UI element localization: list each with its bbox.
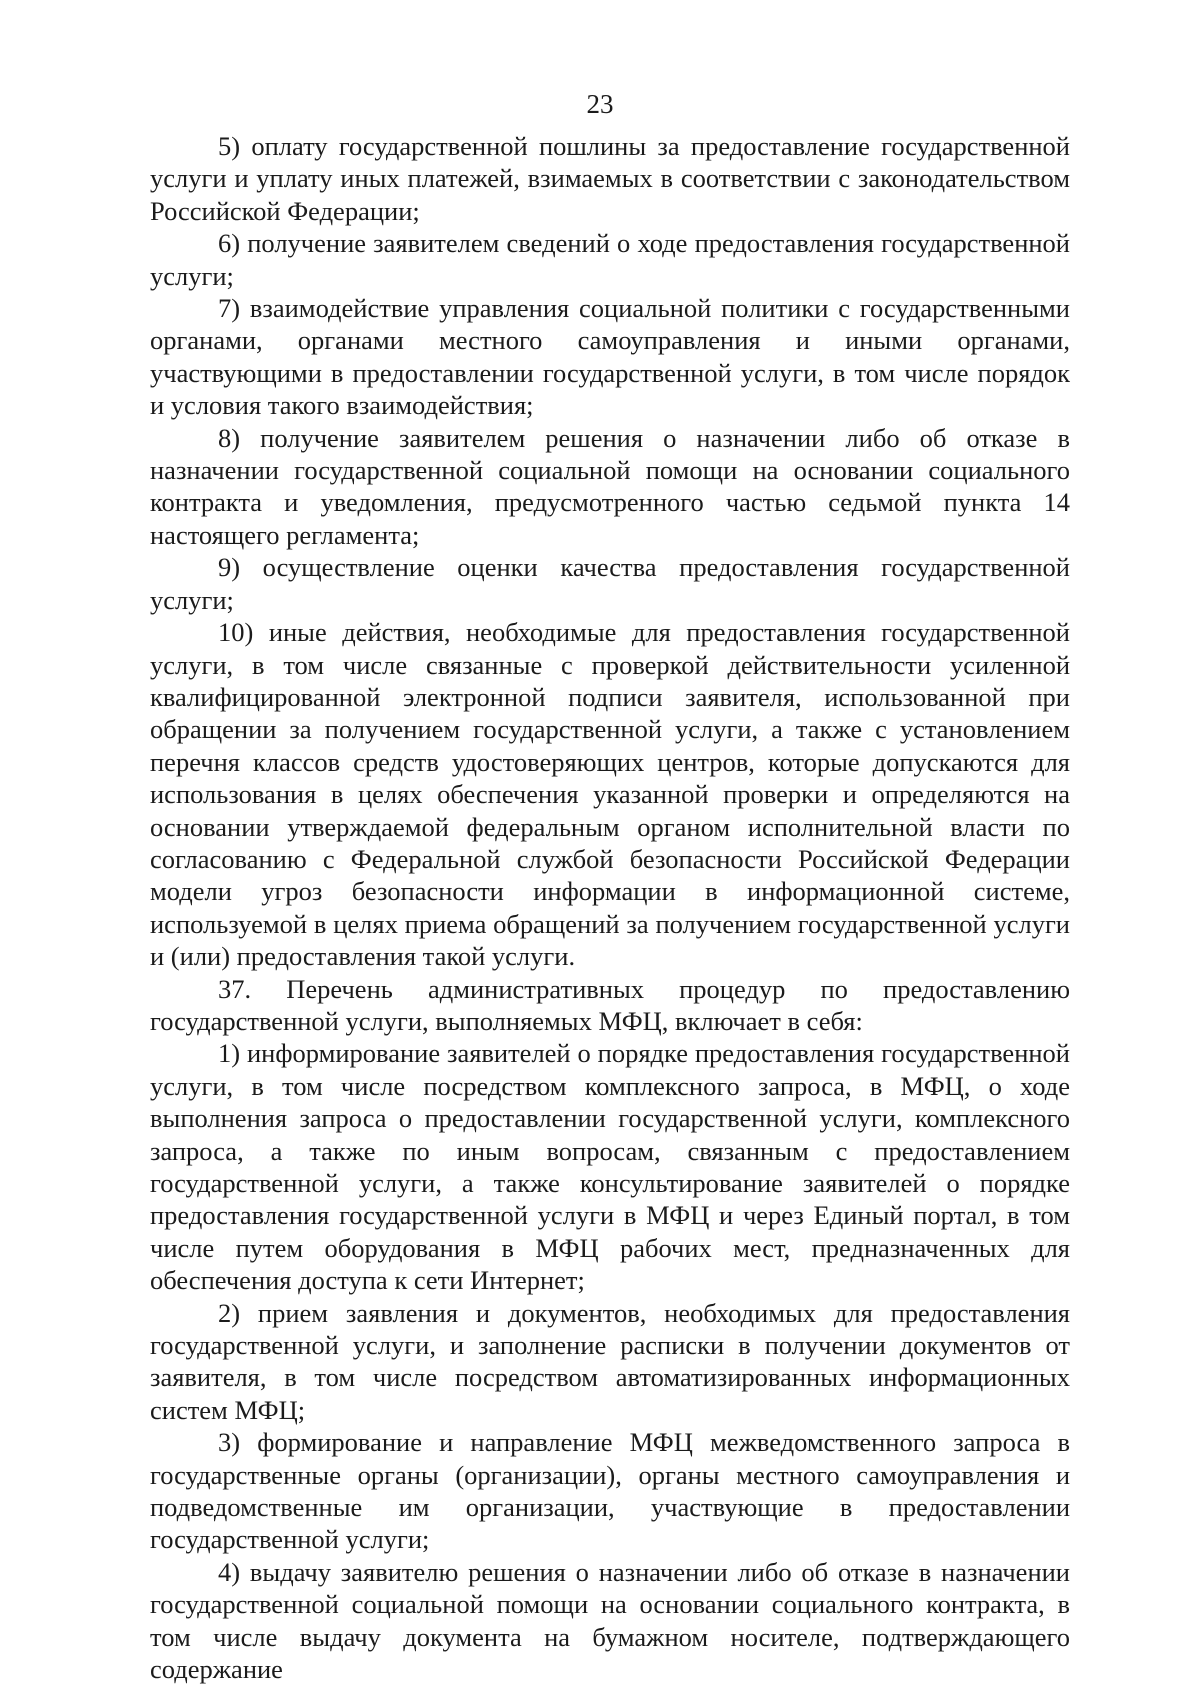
- paragraph-item-6: 6) получение заявителем сведений о ходе предоставления государственной услуги;: [150, 228, 1070, 291]
- paragraph-mfc-item-1: 1) информирование заявителей о порядке предоставления государственной услуги, в том числе посредством комплексного запроса, в МФЦ, о ходе выполнения запроса о предоставлении государственной услуги, комплексного запроса, а также по иным вопросам, связанным с предоставлением государственной услуги, а также консультирование заявителей о порядке предоставления государственной услуги в МФЦ и через Единый портал, в том числе путем оборудования в МФЦ рабочих мест, предназначенных для обеспечения доступа к сети Интернет;: [150, 1038, 1070, 1296]
- paragraph-item-5: 5) оплату государственной пошлины за предоставление государственной услуги и уплату иных платежей, взимаемых в соответствии с законодательством Российской Федерации;: [150, 131, 1070, 226]
- paragraph-section-37: 37. Перечень административных процедур по предоставлению государственной услуги, выполняемых МФЦ, включает в себя:: [150, 973, 1070, 1036]
- paragraph-item-10: 10) иные действия, необходимые для предоставления государственной услуги, в том числе связанные с проверкой действительности усиленной квалифицированной электронной подписи заявителя, использованной при обращении за получением государственной услуги, а также с установлением перечня классов средств удостоверяющих центров, которые допускаются для использования в целях обеспечения указанной проверки и определяются на основании утверждаемой федеральным органом исполнительной власти по согласованию с Федеральной службой безопасности Российской Федерации модели угроз безопасности информации в информационной системе, используемой в целях приема обращений за получением государственной услуги и (или) предоставления такой услуги.: [150, 617, 1070, 972]
- page-number: 23: [586, 89, 614, 119]
- paragraph-mfc-item-3: 3) формирование и направление МФЦ межведомственного запроса в государственные органы (организации), органы местного самоуправления и подведомственные им организации, участвующие в предоставлении государственной услуги;: [150, 1427, 1070, 1555]
- paragraph-mfc-item-2: 2) прием заявления и документов, необходимых для предоставления государственной услуги, и заполнение расписки в получении документов от заявителя, в том числе посредством автоматизированных информационных систем МФЦ;: [150, 1297, 1070, 1425]
- paragraph-item-8: 8) получение заявителем решения о назначении либо об отказе в назначении государственной социальной помощи на основании социального контракта и уведомления, предусмотренного частью седьмой пункта 14 настоящего регламента;: [150, 422, 1070, 550]
- paragraph-mfc-item-4: 4) выдачу заявителю решения о назначении либо об отказе в назначении государственной социальной помощи на основании социального контракта, в том числе выдачу документа на бумажном носителе, подтверждающего содержание: [150, 1556, 1070, 1685]
- document-body: [150, 130, 1070, 1686]
- paragraph-item-7: 7) взаимодействие управления социальной политики с государственными органами, органами местного самоуправления и иными органами, участвующими в предоставлении государственной услуги, в том числе порядок и условия такого взаимодействия;: [150, 293, 1070, 421]
- paragraph-item-9: 9) осуществление оценки качества предоставления государственной услуги;: [150, 552, 1070, 615]
